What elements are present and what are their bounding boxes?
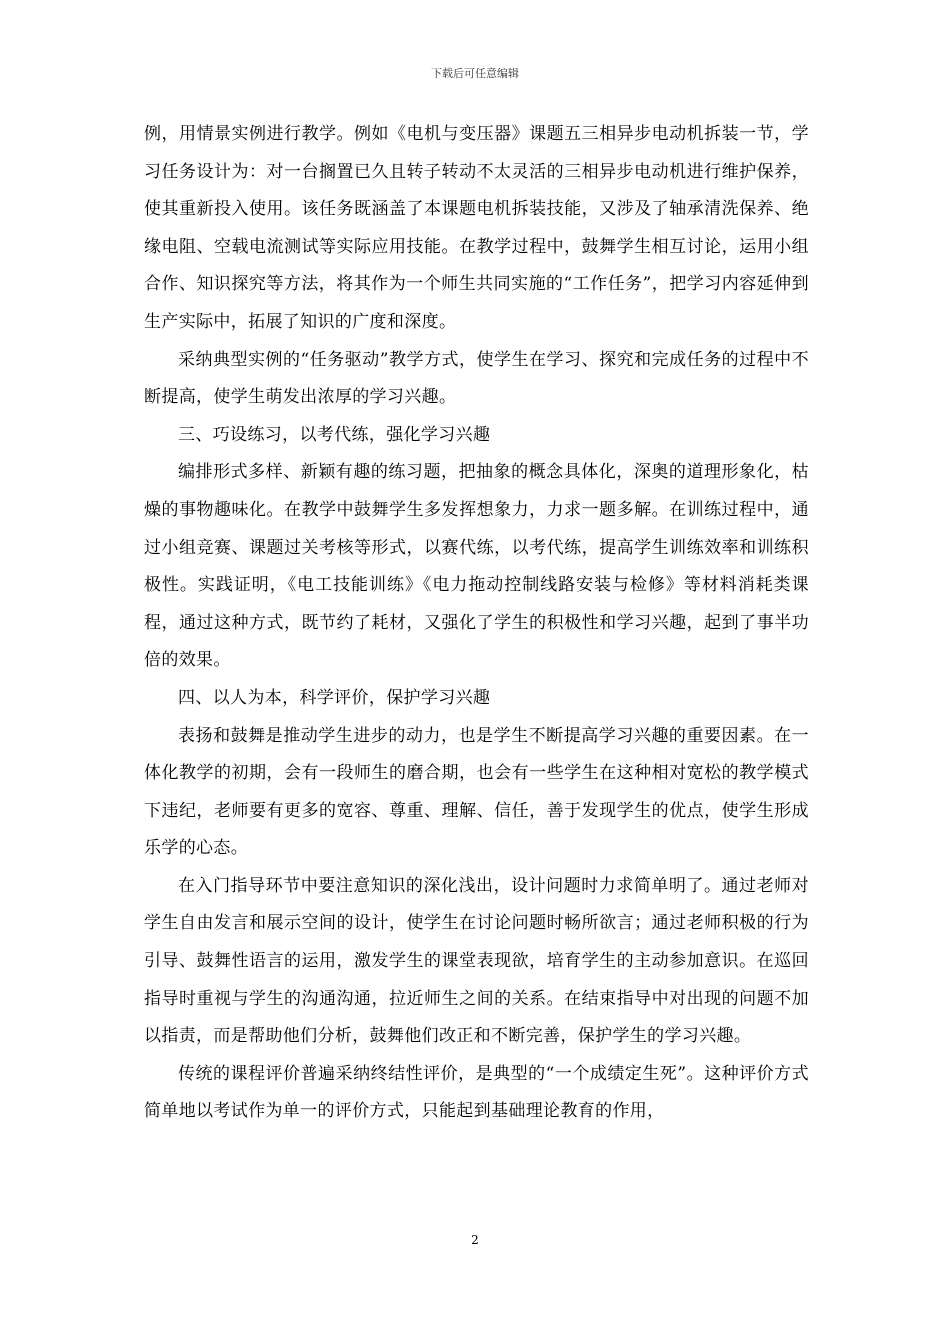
- paragraph-praise: 表扬和鼓舞是推动学生进步的动力，也是学生不断提高学习兴趣的重要因素。在一体化教学的初期，会有一段师生的磨合期，也会有一些学生在这种相对宽松的教学模式下违纪，老师要有更多的宽容、尊重、理解、信任，善于发现学生的优点，使学生形成乐学的心态。: [144, 725, 809, 859]
- paragraph-exercises: 编排形式多样、新颖有趣的练习题，把抽象的概念具体化，深奥的道理形象化，枯燥的事物趣味化。在教学中鼓舞学生多发挥想象力，力求一题多解。在训练过程中，通过小组竞赛、课题过关考核等形式，以赛代练，以考代练，提高学生训练效率和训练积极性。实践证明，《电工技能训练》《电力拖动控制线路安装与检修》等材料消耗类课程，通过这种方式，既节约了耗材，又强化了学生的积极性和学习兴趣，起到了事半功倍的效果。: [144, 462, 809, 671]
- page-number: 2: [471, 1233, 479, 1247]
- paragraph-evaluation: 传统的课程评价普遍采纳终结性评价，是典型的“一个成绩定生死”。这种评价方式简单地以考试作为单一的评价方式，只能起到基础理论教育的作用，: [144, 1063, 809, 1122]
- paragraph-task-driven: 采纳典型实例的“任务驱动”教学方式，使学生在学习、探究和完成任务的过程中不断提高，使学生萌发出浓厚的学习兴趣。: [144, 349, 809, 408]
- paragraph-continuation: 例，用情景实例进行教学。例如《电机与变压器》课题五三相异步电动机拆装一节，学习任务设计为：对一台搁置已久且转子转动不太灵活的三相异步电动机进行维护保养，使其重新投入使用。该任务既涵盖了本课题电机拆装技能，又涉及了轴承清洗保养、绝缘电阻、空载电流测试等实际应用技能。在教学过程中，鼓舞学生相互讨论，运用小组合作、知识探究等方法，将其作为一个师生共同实施的“工作任务”，把学习内容延伸到生产实际中，拓展了知识的广度和深度。: [144, 124, 809, 332]
- section-heading-3: 三、巧设练习，以考代练，强化学习兴趣: [178, 424, 491, 445]
- document-body: [144, 116, 809, 1131]
- page-header: 下载后可任意编辑: [431, 67, 519, 80]
- paragraph-guidance: 在入门指导环节中要注意知识的深化浅出，设计问题时力求简单明了。通过老师对学生自由发言和展示空间的设计，使学生在讨论问题时畅所欲言；通过老师积极的行为引导、鼓舞性语言的运用，激发学生的课堂表现欲，培育学生的主动参加意识。在巡回指导时重视与学生的沟通沟通，拉近师生之间的关系。在结束指导中对出现的问题不加以指责，而是帮助他们分析，鼓舞他们改正和不断完善，保护学生的学习兴趣。: [144, 875, 809, 1047]
- section-heading-4: 四、以人为本，科学评价，保护学习兴趣: [178, 687, 491, 708]
